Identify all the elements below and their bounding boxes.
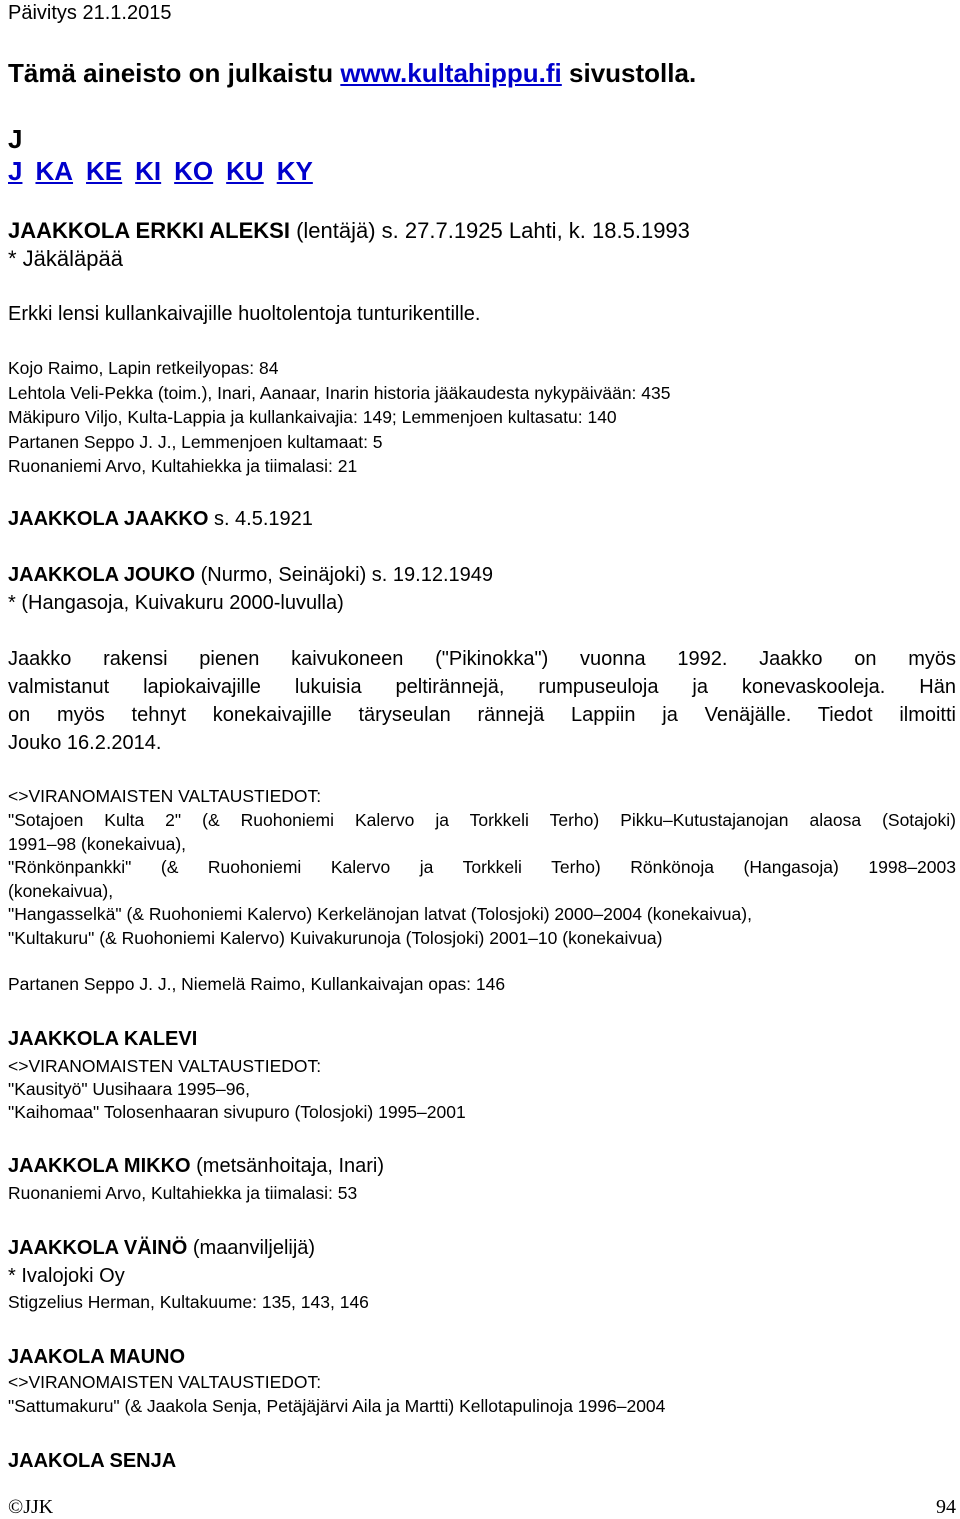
- authority-heading: <>VIRANOMAISTEN VALTAUSTIEDOT:: [8, 1372, 322, 1392]
- nav-link-ke[interactable]: KE: [86, 156, 123, 186]
- entry-heading-senja: JAAKOLA SENJA: [8, 1450, 177, 1472]
- footer-copyright: ©JJK: [8, 1496, 54, 1518]
- claim-line: "Sotajoen Kulta 2" (& Ruohoniemi Kalervo ja Torkkeli Terho) Pikku–Kutustajanojan alaosa (Sotajoki): [8, 810, 956, 830]
- entry-sub: * Jäkäläpää: [8, 246, 123, 271]
- entry-desc: (lentäjä) s. 27.7.1925 Lahti, k. 18.5.1993: [289, 218, 690, 243]
- entry-desc: (metsänhoitaja, Inari): [190, 1155, 385, 1177]
- entry-name: JAAKKOLA VÄINÖ: [8, 1237, 188, 1259]
- entry-name: JAAKKOLA ERKKI ALEKSI: [8, 218, 290, 243]
- entry-name: JAAKKOLA JOUKO: [8, 564, 196, 586]
- nav-link-ko[interactable]: KO: [174, 156, 214, 186]
- letter-nav: [8, 156, 326, 187]
- claim-line: 1991–98 (konekaivua),: [8, 834, 187, 854]
- entry-text: Jouko 16.2.2014.: [8, 732, 162, 754]
- reference: Lehtola Veli-Pekka (toim.), Inari, Aanaar, Inarin historia jääkaudesta nykypäivään: 435: [8, 383, 671, 403]
- nav-link-ky[interactable]: KY: [276, 156, 313, 186]
- entry-text: on myös tehnyt konekaivajille täryseulan rännejä Lappiin ja Venäjälle. Tiedot ilmoitti: [8, 704, 956, 726]
- entry-desc: (maanviljelijä): [187, 1237, 316, 1259]
- authority-heading: <>VIRANOMAISTEN VALTAUSTIEDOT:: [8, 1056, 322, 1076]
- entry-name: JAAKKOLA MIKKO: [8, 1155, 191, 1177]
- claim-line: "Kausityö" Uusihaara 1995–96,: [8, 1079, 251, 1099]
- nav-link-j[interactable]: J: [8, 156, 23, 186]
- nav-link-ki[interactable]: KI: [135, 156, 162, 186]
- authority-heading: <>VIRANOMAISTEN VALTAUSTIEDOT:: [8, 786, 322, 806]
- entry-sub: * Ivalojoki Oy: [8, 1265, 125, 1287]
- letter-heading: J: [8, 124, 23, 154]
- entry-text: valmistanut lapiokaivajille lukuisia peltirännejä, rumpuseuloja ja konevaskooleja. Hän: [8, 676, 956, 698]
- claim-line: "Sattumakuru" (& Jaakola Senja, Petäjäjärvi Aila ja Martti) Kellotapulinoja 1996–2004: [8, 1396, 666, 1416]
- entry-name: JAAKKOLA JAAKKO: [8, 508, 209, 530]
- entry-text: Erkki lensi kullankaivajille huoltolentoja tunturikentille.: [8, 303, 481, 325]
- claim-line: "Rönkönpankki" (& Ruohoniemi Kalervo ja Torkkeli Terho) Rönkönoja (Hangasoja) 1998–2003: [8, 857, 956, 877]
- entry-heading-erkki: [8, 218, 690, 244]
- intro-line: [8, 58, 696, 89]
- entry-heading-kalevi: JAAKKOLA KALEVI: [8, 1028, 198, 1050]
- entry-desc: (Nurmo, Seinäjoki) s. 19.12.1949: [195, 564, 493, 586]
- entry-heading-mauno: JAAKOLA MAUNO: [8, 1346, 186, 1368]
- claim-line: "Kaihomaa" Tolosenhaaran sivupuro (Tolosjoki) 1995–2001: [8, 1102, 466, 1122]
- entry-text: Jaakko rakensi pienen kaivukoneen ("Pikinokka") vuonna 1992. Jaakko on myös: [8, 648, 956, 670]
- entry-desc: s. 4.5.1921: [208, 508, 313, 530]
- site-link[interactable]: www.kultahippu.fi: [340, 58, 562, 88]
- entry-sub: * (Hangasoja, Kuivakuru 2000-luvulla): [8, 592, 344, 614]
- claim-line: "Hangasselkä" (& Ruohoniemi Kalervo) Kerkelänojan latvat (Tolosjoki) 2000–2004 (konekaivua),: [8, 904, 752, 924]
- footer-page-number: 94: [936, 1496, 956, 1518]
- reference: Partanen Seppo J. J., Lemmenjoen kultamaat: 5: [8, 432, 383, 452]
- nav-link-ku[interactable]: KU: [226, 156, 264, 186]
- intro-pre: Tämä aineisto on julkaistu: [8, 58, 341, 88]
- entry-heading-jouko: [8, 564, 493, 587]
- claim-line: "Kultakuru" (& Ruohoniemi Kalervo) Kuivakurunoja (Tolosjoki) 2001–10 (konekaivua): [8, 928, 663, 948]
- reference: Partanen Seppo J. J., Niemelä Raimo, Kullankaivajan opas: 146: [8, 974, 506, 994]
- reference: Kojo Raimo, Lapin retkeilyopas: 84: [8, 358, 279, 378]
- entry-heading-jaakko: [8, 508, 313, 531]
- reference: Mäkipuro Viljo, Kulta-Lappia ja kullankaivajia: 149; Lemmenjoen kultasatu: 140: [8, 407, 617, 427]
- update-date: Päivitys 21.1.2015: [8, 2, 172, 24]
- nav-link-ka[interactable]: KA: [35, 156, 74, 186]
- entry-heading-mikko: [8, 1155, 384, 1178]
- reference: Ruonaniemi Arvo, Kultahiekka ja tiimalasi: 53: [8, 1183, 358, 1203]
- intro-post: sivustolla.: [561, 58, 697, 88]
- reference: Ruonaniemi Arvo, Kultahiekka ja tiimalasi: 21: [8, 456, 358, 476]
- claim-line: (konekaivua),: [8, 881, 114, 901]
- reference: Stigzelius Herman, Kultakuume: 135, 143, 146: [8, 1292, 369, 1312]
- entry-heading-vaino: [8, 1237, 315, 1260]
